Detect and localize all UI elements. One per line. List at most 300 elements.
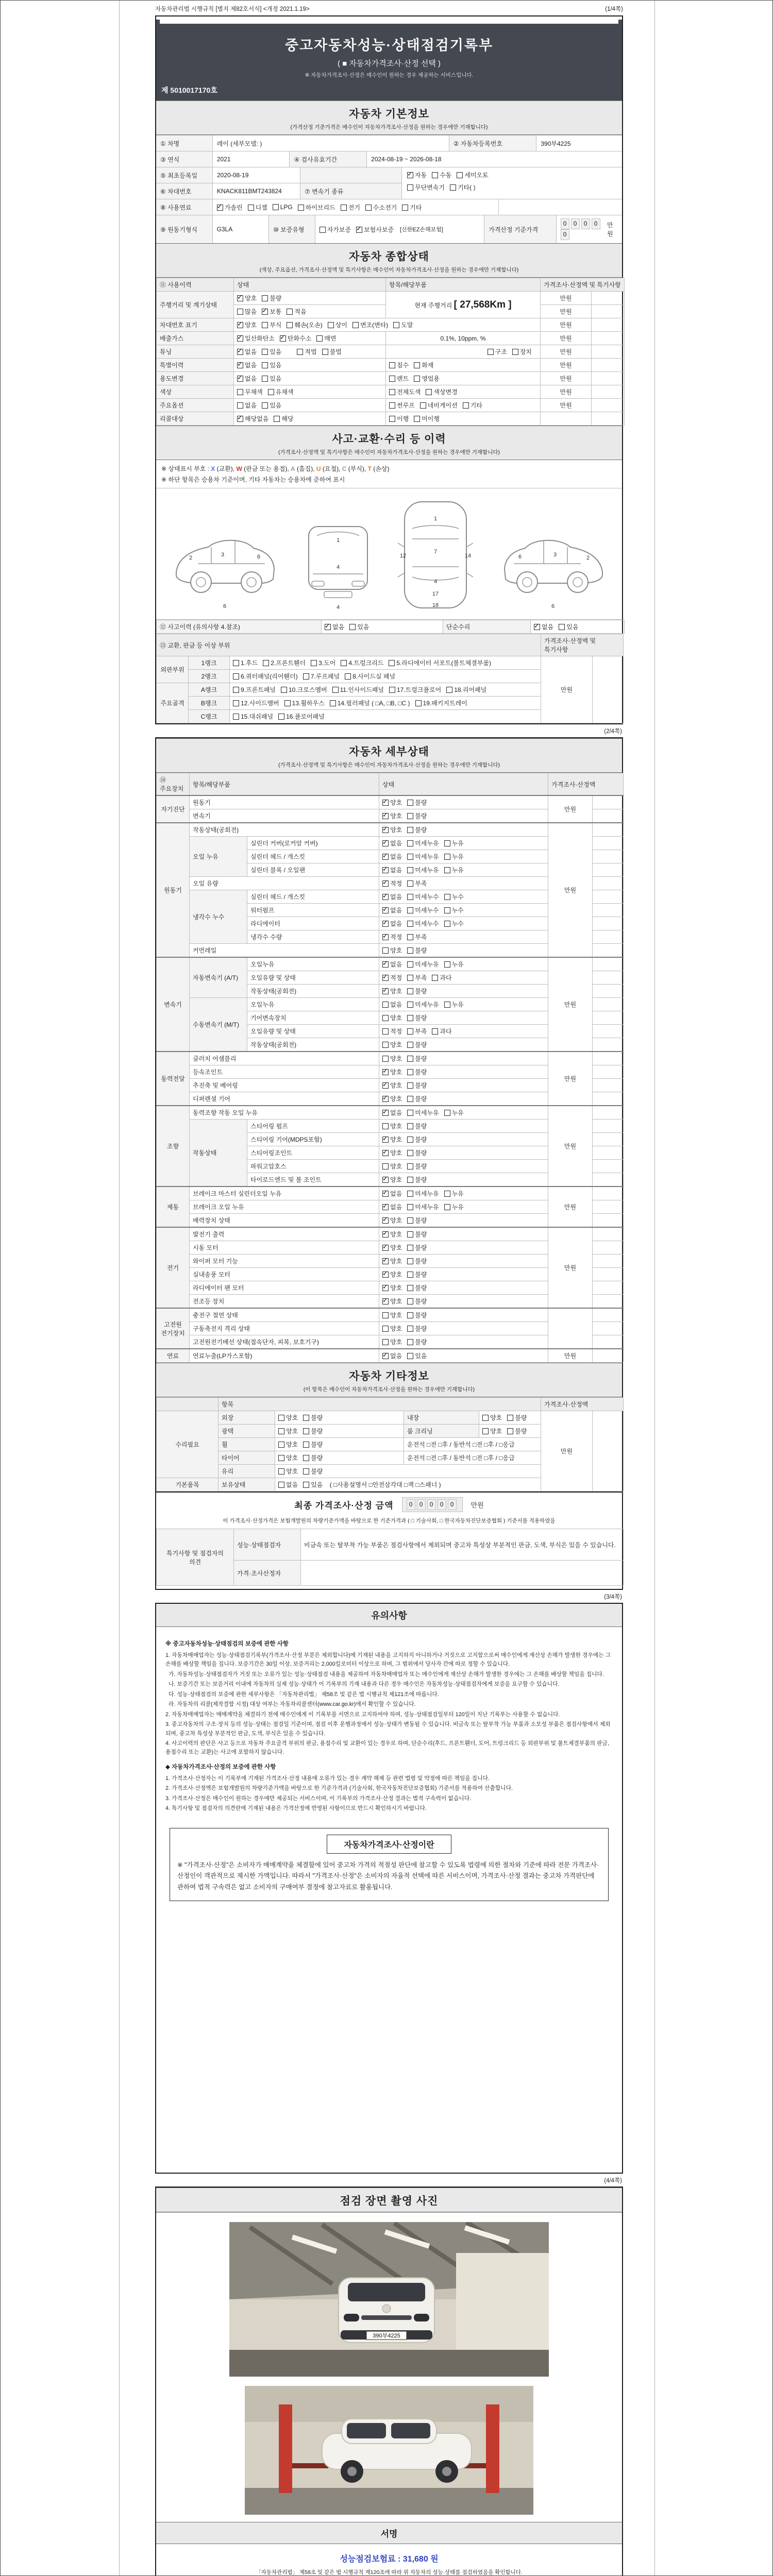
checkbox-icon[interactable] — [426, 389, 432, 395]
checkbox-checked-icon[interactable] — [237, 295, 243, 301]
checkbox-icon[interactable] — [457, 172, 463, 178]
checkbox-option[interactable] — [382, 1013, 402, 1022]
checkbox-option[interactable] — [303, 672, 340, 681]
checkbox-option[interactable] — [280, 334, 311, 343]
checkbox-option[interactable] — [482, 1427, 502, 1435]
checkbox-icon[interactable] — [407, 184, 413, 191]
checkbox-icon[interactable] — [407, 1110, 413, 1116]
checkbox-icon[interactable] — [303, 1415, 309, 1421]
checkbox-icon[interactable] — [382, 1015, 389, 1021]
checkbox-icon[interactable] — [284, 700, 291, 706]
checkbox-option[interactable] — [382, 1027, 402, 1036]
checkbox-icon[interactable] — [407, 961, 413, 968]
checkbox-option[interactable] — [407, 1135, 427, 1144]
checkbox-checked-icon[interactable] — [262, 309, 268, 315]
checkbox-option[interactable] — [559, 622, 578, 631]
checkbox-checked-icon[interactable] — [382, 880, 389, 887]
checkbox-option[interactable] — [382, 1094, 402, 1103]
checkbox-option[interactable] — [325, 622, 344, 631]
checkbox-option[interactable] — [407, 892, 439, 901]
checkbox-option[interactable] — [237, 361, 257, 369]
checkbox-option[interactable] — [237, 334, 275, 343]
checkbox-icon[interactable] — [382, 1056, 389, 1062]
checkbox-checked-icon[interactable] — [217, 205, 223, 211]
checkbox-option[interactable] — [382, 1243, 402, 1252]
checkbox-option[interactable] — [382, 1054, 402, 1063]
checkbox-icon[interactable] — [332, 687, 339, 693]
checkbox-icon[interactable] — [382, 1042, 389, 1048]
checkbox-option[interactable] — [382, 987, 402, 995]
checkbox-option[interactable] — [444, 852, 464, 861]
checkbox-icon[interactable] — [407, 1015, 413, 1021]
checkbox-option[interactable] — [382, 1297, 402, 1306]
checkbox-checked-icon[interactable] — [382, 1137, 389, 1143]
checkbox-checked-icon[interactable] — [382, 1245, 389, 1251]
checkbox-icon[interactable] — [407, 1339, 413, 1345]
checkbox-option[interactable] — [281, 685, 327, 694]
checkbox-option[interactable] — [382, 1216, 402, 1225]
checkbox-checked-icon[interactable] — [382, 988, 389, 994]
checkbox-icon[interactable] — [382, 1163, 389, 1170]
checkbox-checked-icon[interactable] — [237, 362, 243, 368]
checkbox-option[interactable] — [278, 1413, 298, 1422]
checkbox-option[interactable] — [407, 1270, 427, 1279]
checkbox-icon[interactable] — [444, 894, 450, 900]
checkbox-option[interactable] — [389, 401, 415, 410]
checkbox-icon[interactable] — [233, 660, 239, 666]
checkbox-option[interactable] — [262, 347, 281, 356]
checkbox-icon[interactable] — [407, 1096, 413, 1102]
checkbox-option[interactable] — [382, 1351, 402, 1360]
checkbox-icon[interactable] — [507, 1428, 513, 1434]
checkbox-option[interactable] — [303, 1467, 323, 1476]
checkbox-icon[interactable] — [407, 1177, 413, 1183]
checkbox-option[interactable] — [407, 1175, 427, 1184]
checkbox-checked-icon[interactable] — [382, 1177, 389, 1183]
checkbox-icon[interactable] — [444, 907, 450, 913]
checkbox-checked-icon[interactable] — [382, 1110, 389, 1116]
checkbox-icon[interactable] — [407, 1258, 413, 1264]
checkbox-option[interactable] — [273, 204, 293, 211]
checkbox-option[interactable] — [507, 1413, 527, 1422]
checkbox-option[interactable] — [382, 1202, 402, 1211]
checkbox-icon[interactable] — [237, 402, 243, 409]
checkbox-option[interactable] — [316, 334, 336, 343]
checkbox-option[interactable] — [382, 866, 402, 874]
checkbox-icon[interactable] — [311, 660, 317, 666]
checkbox-option[interactable] — [341, 203, 360, 212]
checkbox-icon[interactable] — [488, 349, 494, 355]
checkbox-option[interactable] — [444, 839, 464, 848]
checkbox-option[interactable] — [407, 171, 427, 179]
checkbox-icon[interactable] — [420, 402, 426, 409]
checkbox-checked-icon[interactable] — [382, 1353, 389, 1359]
checkbox-icon[interactable] — [365, 205, 372, 211]
checkbox-icon[interactable] — [414, 362, 420, 368]
checkbox-icon[interactable] — [320, 227, 326, 233]
checkbox-option[interactable] — [407, 183, 445, 192]
checkbox-option[interactable] — [407, 1257, 427, 1265]
checkbox-option[interactable] — [407, 1283, 427, 1292]
checkbox-icon[interactable] — [414, 416, 420, 422]
checkbox-icon[interactable] — [273, 204, 279, 210]
checkbox-icon[interactable] — [389, 389, 395, 395]
checkbox-checked-icon[interactable] — [382, 1204, 389, 1210]
checkbox-checked-icon[interactable] — [382, 921, 389, 927]
checkbox-icon[interactable] — [287, 322, 293, 328]
checkbox-icon[interactable] — [407, 1204, 413, 1210]
checkbox-option[interactable] — [262, 294, 281, 302]
checkbox-icon[interactable] — [303, 1428, 309, 1434]
checkbox-option[interactable] — [426, 387, 457, 396]
checkbox-icon[interactable] — [482, 1428, 489, 1434]
checkbox-checked-icon[interactable] — [237, 376, 243, 382]
checkbox-checked-icon[interactable] — [382, 1298, 389, 1304]
checkbox-icon[interactable] — [407, 867, 413, 873]
checkbox-checked-icon[interactable] — [382, 934, 389, 940]
checkbox-option[interactable] — [268, 387, 294, 396]
checkbox-icon[interactable] — [298, 205, 304, 211]
checkbox-icon[interactable] — [432, 1028, 438, 1035]
checkbox-icon[interactable] — [407, 1272, 413, 1278]
checkbox-option[interactable] — [534, 622, 553, 631]
checkbox-icon[interactable] — [407, 1137, 413, 1143]
checkbox-icon[interactable] — [262, 322, 268, 328]
checkbox-option[interactable] — [382, 1324, 402, 1333]
checkbox-icon[interactable] — [407, 988, 413, 994]
checkbox-option[interactable] — [444, 919, 464, 928]
checkbox-icon[interactable] — [444, 1191, 450, 1197]
checkbox-checked-icon[interactable] — [382, 1217, 389, 1224]
checkbox-icon[interactable] — [450, 184, 456, 191]
checkbox-option[interactable] — [287, 307, 306, 316]
checkbox-option[interactable] — [382, 933, 402, 941]
checkbox-icon[interactable] — [389, 416, 395, 422]
checkbox-icon[interactable] — [444, 867, 450, 873]
checkbox-option[interactable] — [262, 374, 281, 383]
checkbox-option[interactable] — [407, 825, 427, 834]
checkbox-option[interactable] — [389, 685, 441, 694]
checkbox-checked-icon[interactable] — [237, 335, 243, 342]
checkbox-option[interactable] — [407, 987, 427, 995]
checkbox-icon[interactable] — [322, 349, 328, 355]
checkbox-icon[interactable] — [297, 349, 303, 355]
checkbox-option[interactable] — [278, 1467, 298, 1476]
checkbox-checked-icon[interactable] — [382, 1150, 389, 1156]
checkbox-option[interactable] — [233, 672, 298, 681]
checkbox-checked-icon[interactable] — [382, 813, 389, 819]
checkbox-icon[interactable] — [352, 322, 359, 328]
checkbox-icon[interactable] — [407, 1150, 413, 1156]
checkbox-option[interactable] — [382, 852, 402, 861]
checkbox-option[interactable] — [407, 1243, 427, 1252]
checkbox-icon[interactable] — [303, 1468, 309, 1475]
checkbox-option[interactable] — [382, 946, 402, 955]
checkbox-option[interactable] — [414, 414, 440, 423]
checkbox-icon[interactable] — [432, 975, 438, 981]
checkbox-icon[interactable] — [407, 1042, 413, 1048]
checkbox-option[interactable] — [382, 1230, 402, 1239]
checkbox-option[interactable] — [407, 973, 427, 982]
checkbox-icon[interactable] — [268, 389, 274, 395]
checkbox-icon[interactable] — [444, 1110, 450, 1116]
checkbox-option[interactable] — [444, 1108, 464, 1117]
checkbox-icon[interactable] — [512, 349, 518, 355]
checkbox-icon[interactable] — [341, 205, 347, 211]
checkbox-checked-icon[interactable] — [382, 1096, 389, 1102]
checkbox-icon[interactable] — [389, 687, 395, 693]
checkbox-checked-icon[interactable] — [237, 349, 243, 355]
checkbox-option[interactable] — [311, 658, 335, 667]
checkbox-option[interactable] — [407, 1108, 439, 1117]
checkbox-icon[interactable] — [407, 1245, 413, 1251]
checkbox-option[interactable] — [407, 1027, 427, 1036]
checkbox-option[interactable] — [402, 203, 422, 212]
checkbox-icon[interactable] — [303, 1442, 309, 1448]
checkbox-checked-icon[interactable] — [382, 1231, 389, 1238]
checkbox-option[interactable] — [237, 387, 263, 396]
checkbox-option[interactable] — [382, 919, 402, 928]
checkbox-icon[interactable] — [237, 309, 243, 315]
checkbox-option[interactable] — [382, 798, 402, 807]
checkbox-icon[interactable] — [444, 961, 450, 968]
checkbox-option[interactable] — [262, 307, 281, 316]
checkbox-checked-icon[interactable] — [382, 975, 389, 981]
checkbox-icon[interactable] — [262, 376, 268, 382]
checkbox-icon[interactable] — [407, 894, 413, 900]
checkbox-icon[interactable] — [407, 1056, 413, 1062]
checkbox-icon[interactable] — [407, 1002, 413, 1008]
checkbox-icon[interactable] — [233, 700, 239, 706]
checkbox-icon[interactable] — [382, 1002, 389, 1008]
checkbox-option[interactable] — [262, 320, 281, 329]
checkbox-option[interactable] — [407, 1094, 427, 1103]
checkbox-option[interactable] — [444, 1202, 464, 1211]
checkbox-option[interactable] — [332, 685, 384, 694]
checkbox-option[interactable] — [382, 839, 402, 848]
checkbox-option[interactable] — [382, 960, 402, 969]
checkbox-option[interactable] — [414, 361, 433, 369]
checkbox-icon[interactable] — [463, 402, 469, 409]
checkbox-option[interactable] — [382, 811, 402, 820]
checkbox-icon[interactable] — [389, 402, 395, 409]
checkbox-icon[interactable] — [262, 402, 268, 409]
checkbox-option[interactable] — [303, 1413, 323, 1422]
checkbox-icon[interactable] — [382, 947, 389, 954]
checkbox-icon[interactable] — [382, 1326, 389, 1332]
checkbox-option[interactable] — [382, 1122, 402, 1130]
checkbox-icon[interactable] — [316, 335, 323, 342]
checkbox-option[interactable] — [444, 866, 464, 874]
checkbox-icon[interactable] — [330, 700, 336, 706]
checkbox-option[interactable] — [382, 1081, 402, 1090]
checkbox-icon[interactable] — [382, 1339, 389, 1345]
checkbox-option[interactable] — [298, 203, 335, 212]
checkbox-option[interactable] — [389, 374, 409, 383]
checkbox-checked-icon[interactable] — [382, 894, 389, 900]
checkbox-option[interactable] — [444, 906, 464, 914]
checkbox-checked-icon[interactable] — [382, 907, 389, 913]
checkbox-option[interactable] — [278, 712, 325, 721]
checkbox-option[interactable] — [407, 839, 439, 848]
checkbox-option[interactable] — [217, 203, 243, 212]
checkbox-icon[interactable] — [278, 1428, 284, 1434]
checkbox-option[interactable] — [382, 1189, 402, 1198]
checkbox-option[interactable] — [432, 1027, 451, 1036]
checkbox-option[interactable] — [248, 203, 267, 212]
checkbox-icon[interactable] — [345, 673, 351, 680]
checkbox-option[interactable] — [507, 1427, 527, 1435]
checkbox-option[interactable] — [303, 1440, 323, 1449]
checkbox-option[interactable] — [382, 1270, 402, 1279]
checkbox-icon[interactable] — [407, 1082, 413, 1089]
checkbox-checked-icon[interactable] — [325, 624, 331, 630]
checkbox-icon[interactable] — [233, 687, 239, 693]
checkbox-icon[interactable] — [407, 1069, 413, 1075]
checkbox-option[interactable] — [263, 658, 306, 667]
checkbox-option[interactable] — [444, 960, 464, 969]
checkbox-option[interactable] — [389, 414, 409, 423]
checkbox-option[interactable] — [330, 699, 410, 707]
checkbox-option[interactable] — [407, 919, 439, 928]
checkbox-icon[interactable] — [287, 309, 293, 315]
checkbox-icon[interactable] — [407, 827, 413, 833]
checkbox-option[interactable] — [407, 1216, 427, 1225]
checkbox-option[interactable] — [382, 906, 402, 914]
checkbox-icon[interactable] — [278, 714, 284, 720]
checkbox-option[interactable] — [303, 1427, 323, 1435]
checkbox-option[interactable] — [482, 1413, 502, 1422]
checkbox-icon[interactable] — [444, 921, 450, 927]
checkbox-icon[interactable] — [444, 840, 450, 846]
checkbox-icon[interactable] — [303, 673, 309, 680]
checkbox-option[interactable] — [345, 672, 395, 681]
checkbox-option[interactable] — [382, 1162, 402, 1171]
checkbox-icon[interactable] — [407, 800, 413, 806]
checkbox-option[interactable] — [382, 1067, 402, 1076]
checkbox-icon[interactable] — [262, 362, 268, 368]
checkbox-option[interactable] — [463, 401, 482, 410]
checkbox-icon[interactable] — [389, 660, 395, 666]
checkbox-option[interactable] — [450, 183, 476, 192]
checkbox-icon[interactable] — [407, 1123, 413, 1129]
checkbox-option[interactable] — [349, 622, 369, 631]
checkbox-option[interactable] — [512, 347, 532, 356]
checkbox-option[interactable] — [407, 933, 427, 941]
checkbox-option[interactable] — [297, 347, 316, 356]
checkbox-icon[interactable] — [233, 673, 239, 680]
checkbox-checked-icon[interactable] — [382, 1191, 389, 1197]
checkbox-option[interactable] — [382, 1175, 402, 1184]
checkbox-option[interactable] — [382, 1257, 402, 1265]
checkbox-icon[interactable] — [407, 975, 413, 981]
checkbox-option[interactable] — [382, 1040, 402, 1049]
checkbox-option[interactable] — [382, 1108, 402, 1117]
checkbox-option[interactable] — [414, 374, 440, 383]
checkbox-icon[interactable] — [407, 854, 413, 860]
checkbox-option[interactable] — [407, 1202, 439, 1211]
checkbox-checked-icon[interactable] — [237, 322, 243, 328]
checkbox-option[interactable] — [407, 879, 427, 888]
checkbox-checked-icon[interactable] — [382, 840, 389, 846]
checkbox-checked-icon[interactable] — [356, 227, 362, 233]
checkbox-option[interactable] — [407, 1067, 427, 1076]
checkbox-option[interactable] — [233, 685, 276, 694]
checkbox-icon[interactable] — [407, 840, 413, 846]
checkbox-option[interactable] — [278, 1480, 298, 1489]
checkbox-icon[interactable] — [278, 1482, 284, 1488]
checkbox-icon[interactable] — [407, 1191, 413, 1197]
checkbox-option[interactable] — [444, 1000, 464, 1009]
checkbox-option[interactable] — [393, 320, 413, 329]
checkbox-icon[interactable] — [278, 1442, 284, 1448]
checkbox-icon[interactable] — [237, 389, 243, 395]
checkbox-option[interactable] — [407, 1148, 427, 1157]
checkbox-icon[interactable] — [262, 295, 268, 301]
checkbox-option[interactable] — [407, 1054, 427, 1063]
checkbox-option[interactable] — [352, 320, 388, 329]
checkbox-option[interactable] — [382, 973, 402, 982]
checkbox-option[interactable] — [237, 401, 257, 410]
checkbox-option[interactable] — [432, 171, 451, 179]
checkbox-checked-icon[interactable] — [382, 961, 389, 968]
checkbox-icon[interactable] — [393, 322, 399, 328]
checkbox-icon[interactable] — [278, 1468, 284, 1475]
checkbox-icon[interactable] — [248, 205, 254, 211]
checkbox-option[interactable] — [415, 699, 467, 707]
checkbox-checked-icon[interactable] — [382, 1272, 389, 1278]
checkbox-option[interactable] — [237, 347, 257, 356]
checkbox-icon[interactable] — [407, 1217, 413, 1224]
checkbox-icon[interactable] — [278, 1455, 284, 1461]
checkbox-icon[interactable] — [274, 416, 280, 422]
checkbox-option[interactable] — [407, 960, 439, 969]
checkbox-option[interactable] — [488, 347, 507, 356]
checkbox-icon[interactable] — [559, 624, 565, 630]
checkbox-option[interactable] — [407, 798, 427, 807]
checkbox-icon[interactable] — [303, 1455, 309, 1461]
checkbox-option[interactable] — [356, 225, 394, 234]
checkbox-option[interactable] — [407, 946, 427, 955]
checkbox-option[interactable] — [407, 1122, 427, 1130]
checkbox-option[interactable] — [328, 320, 347, 329]
checkbox-checked-icon[interactable] — [382, 827, 389, 833]
checkbox-icon[interactable] — [382, 1312, 389, 1318]
checkbox-icon[interactable] — [349, 624, 356, 630]
checkbox-option[interactable] — [382, 1148, 402, 1157]
checkbox-option[interactable] — [278, 1453, 298, 1462]
checkbox-icon[interactable] — [389, 376, 395, 382]
checkbox-option[interactable] — [389, 387, 421, 396]
checkbox-option[interactable] — [407, 1351, 427, 1360]
checkbox-option[interactable] — [237, 294, 257, 302]
checkbox-option[interactable] — [382, 892, 402, 901]
checkbox-option[interactable] — [237, 414, 268, 423]
checkbox-icon[interactable] — [444, 1002, 450, 1008]
checkbox-checked-icon[interactable] — [382, 1285, 389, 1291]
checkbox-option[interactable] — [407, 1040, 427, 1049]
checkbox-option[interactable] — [284, 699, 325, 707]
checkbox-option[interactable] — [278, 1440, 298, 1449]
checkbox-option[interactable] — [407, 1013, 427, 1022]
checkbox-checked-icon[interactable] — [382, 1258, 389, 1264]
checkbox-option[interactable] — [233, 712, 273, 721]
checkbox-option[interactable] — [457, 171, 488, 179]
checkbox-icon[interactable] — [446, 687, 452, 693]
checkbox-icon[interactable] — [444, 854, 450, 860]
checkbox-icon[interactable] — [407, 934, 413, 940]
checkbox-option[interactable] — [407, 866, 439, 874]
